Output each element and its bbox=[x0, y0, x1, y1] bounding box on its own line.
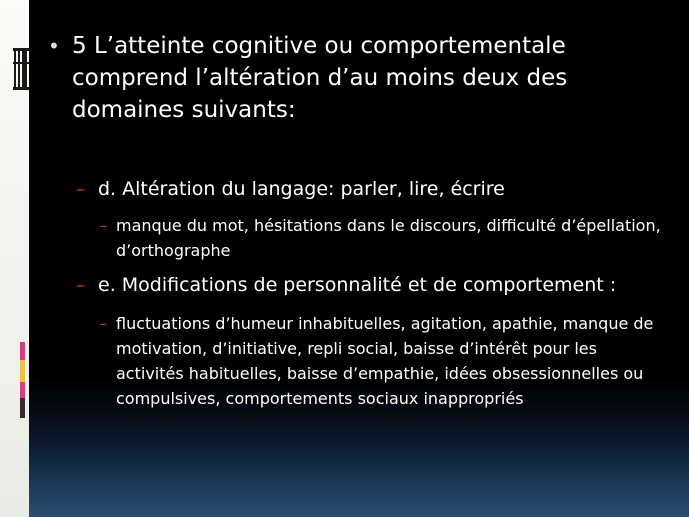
sub-item-detail-d bbox=[99, 213, 666, 263]
sub-item-heading-text: d. Altération du langage: parler, lire, écrire bbox=[98, 178, 505, 200]
sub-item-heading-d bbox=[76, 176, 678, 202]
strip-accent-yellow bbox=[20, 360, 25, 382]
strip-line bbox=[13, 48, 29, 51]
sub-item-heading-text: e. Modifications de personnalité et de comportement : bbox=[98, 274, 617, 296]
sub-item-heading-e bbox=[76, 272, 678, 298]
dash-marker: – bbox=[76, 178, 86, 200]
slide-content bbox=[29, 0, 689, 517]
strip-line bbox=[13, 62, 29, 64]
bullet-dot: • bbox=[48, 34, 60, 58]
dash-marker: – bbox=[99, 216, 107, 235]
dash-marker: – bbox=[99, 314, 107, 333]
main-bullet bbox=[48, 30, 652, 126]
strip-line bbox=[25, 48, 27, 90]
strip-accent-pink bbox=[20, 342, 25, 360]
strip-accent-pink bbox=[20, 382, 25, 398]
main-bullet-text: 5 L’atteinte cognitive ou comportementale comprend l’altération d’au moins deux des domaines suivants: bbox=[72, 33, 568, 123]
sub-item-detail-text: manque du mot, hésitations dans le discours, difficulté d’épellation, d’orthographe bbox=[116, 216, 661, 260]
sub-item-detail-e bbox=[99, 311, 666, 411]
decorative-left-strip bbox=[0, 0, 29, 517]
sub-item-detail-text: fluctuations d’humeur inhabituelles, agitation, apathie, manque de motivation, d’initiative, repli social, baisse d’intérêt pour les activités habituelles, baisse d’empathie, idées obsessionnelles ou compulsives, comportements sociaux inappropriés bbox=[116, 314, 654, 408]
dash-marker: – bbox=[76, 274, 86, 296]
strip-line bbox=[18, 48, 20, 90]
strip-line bbox=[14, 48, 16, 90]
strip-accent-dark bbox=[20, 398, 25, 418]
strip-line bbox=[13, 87, 29, 90]
